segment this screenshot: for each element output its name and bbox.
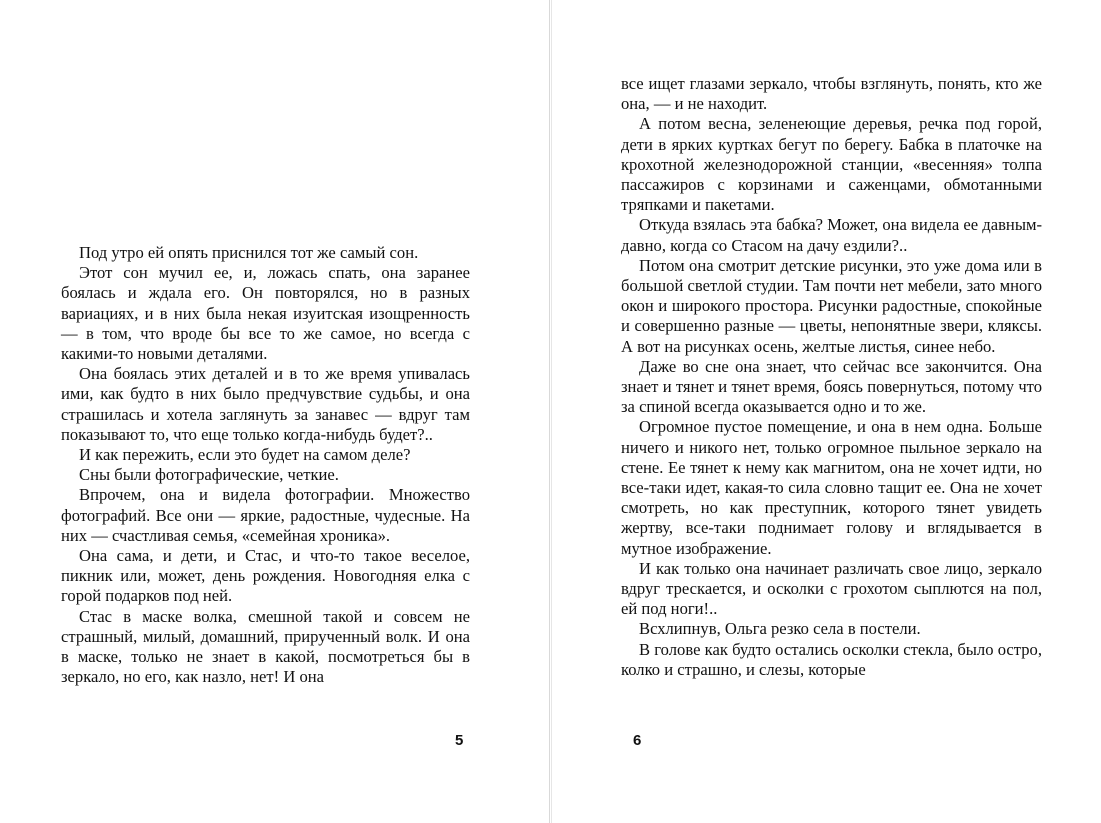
left-page xyxy=(0,0,550,823)
paragraph: все ищет глазами зеркало, чтобы взглянуть, понять, кто же она, — и не находит. xyxy=(621,74,1042,114)
paragraph: Сны были фотографические, четкие. xyxy=(79,465,339,485)
paragraph: Она сама, и дети, и Стас, и что-то такое веселое, пикник или, может, день рождения. Новогодняя елка с горой подарков под ней. xyxy=(61,546,470,606)
paragraph: Всхлипнув, Ольга резко села в постели. xyxy=(639,619,921,639)
paragraph: Даже во сне она знает, что сейчас все закончится. Она знает и тянет и тянет время, боясь повернуться, потому что за спиной всегда оказывается одно и то же. xyxy=(621,356,1042,417)
page-number-right: 6 xyxy=(633,732,642,749)
paragraph: Огромное пустое помещение, и она в нем одна. Больше ничего и никого нет, только огромное пыльное зеркало на стене. Ее тянет к нему как магнитом, она не хочет идти, но все-таки идет, какая-то сила словно тащит ее. Она не хочет смотреть, но как преступник, которого тянет увидеть жертву, все-таки поднимает голову и вглядывается в мутное изображение. xyxy=(621,417,1042,558)
paragraph: Она боялась этих деталей и в то же время упивалась ими, как будто в них было предчувствие судьбы, и она страшилась и хотела заглянуть за занавес — вдруг там показывают то, что еще только когда-нибудь будет?.. xyxy=(61,364,470,444)
paragraph: А потом весна, зеленеющие деревья, речка под горой, дети в ярких куртках бегут по берегу. Бабка в платочке на крохотной железнодорожной станции, «весенняя» толпа пассажиров с корзинами и саженцами, обмотанными тряпками и пакетами. xyxy=(621,114,1042,215)
paragraph: Стас в маске волка, смешной такой и совсем не страшный, милый, домашний, прирученный волк. И она в маске, только не знает в какой, посмотреться бы в зеркало, но его, как назло, нет! И она xyxy=(61,606,470,687)
paragraph: И как пережить, если это будет на самом деле? xyxy=(79,445,411,465)
paragraph: Откуда взялась эта бабка? Может, она видела ее давным-давно, когда со Стасом на дачу ездили?.. xyxy=(621,215,1042,255)
paragraph: Впрочем, она и видела фотографии. Множество фотографий. Все они — яркие, радостные, чудесные. На них — счастливая семья, «семейная хроника». xyxy=(61,485,470,545)
paragraph: Под утро ей опять приснился тот же самый сон. xyxy=(79,243,419,262)
paragraph: В голове как будто остались осколки стекла, было остро, колко и страшно, и слезы, которые xyxy=(621,639,1042,679)
page-number-left: 5 xyxy=(455,732,464,749)
paragraph: Потом она смотрит детские рисунки, это уже дома или в большой светлой студии. Там почти нет мебели, зато много окон и широкого простора. Рисунки радостные, спокойные и совершенно разные — цветы, непонятные звери, кляксы. А вот на рисунках осень, желтые листья, синее небо. xyxy=(621,255,1042,356)
paragraph: Этот сон мучил ее, и, ложась спать, она заранее боялась и ждала его. Он повторялся, но в разных вариациях, и в них была некая изуитская изощренность — в том, что вроде бы все то же самое, но всегда с какими-то новыми деталями. xyxy=(61,263,470,364)
paragraph: И как только она начинает различать свое лицо, зеркало вдруг трескается, и осколки с грохотом сыплются на пол, ей под ноги!.. xyxy=(621,558,1042,619)
right-page-text xyxy=(621,74,1042,680)
left-page-text xyxy=(61,243,470,687)
